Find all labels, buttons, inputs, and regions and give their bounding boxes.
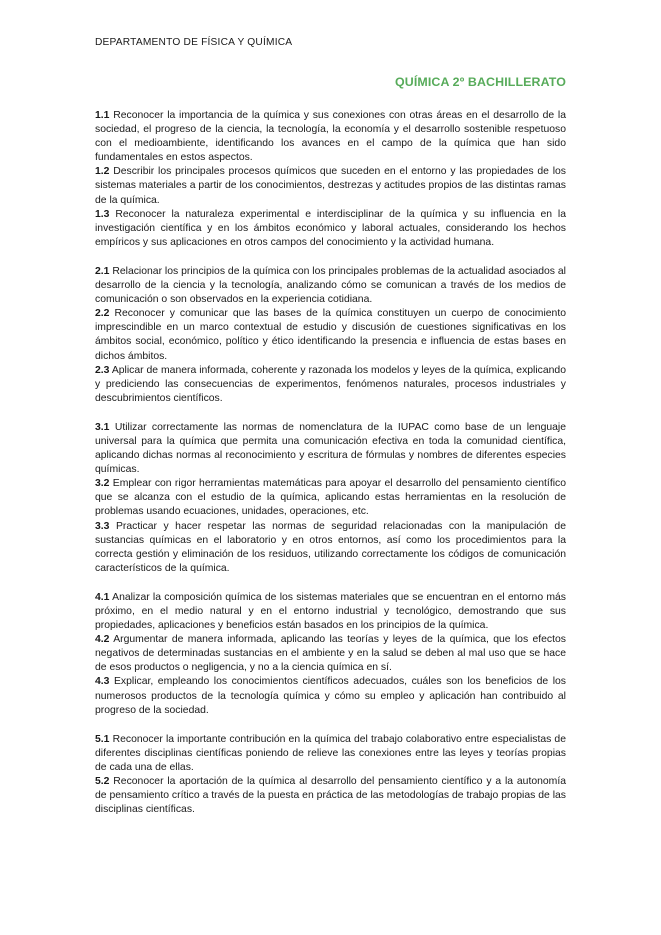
criteria-item	[95, 675, 566, 717]
criteria-group	[95, 591, 566, 718]
department-header: DEPARTAMENTO DE FÍSICA Y QUÍMICA	[95, 37, 293, 48]
criteria-code: 4.1	[95, 591, 110, 603]
criteria-code: 1.3	[95, 208, 110, 220]
criteria-text: Argumentar de manera informada, aplicando las teorías y leyes de la química, que los efectos negativos de determinadas sustancias en el ambiente y en la salud se deben al mal uso que se hace de esos productos o negligencia, y no a la ciencia química en sí.	[95, 634, 566, 674]
criteria-code: 3.3	[95, 520, 110, 532]
criteria-item	[95, 421, 566, 477]
criteria-item	[95, 633, 566, 675]
criteria-text: Describir los principales procesos químicos que suceden en el entorno y las propiedades de los sistemas materiales a partir de los conocimientos, destrezas y actitudes propios de las distintas ramas de la química.	[95, 166, 566, 206]
criteria-group	[95, 265, 566, 406]
criteria-text: Utilizar correctamente las normas de nomenclatura de la IUPAC como base de un lenguaje universal para la química que permita una comunicación efectiva en toda la comunidad científica, aplicando dichas normas al reconocimiento y escritura de fórmulas y nombres de diferentes especies químicas.	[95, 421, 566, 476]
criteria-item	[95, 265, 566, 307]
criteria-item	[95, 520, 566, 576]
criteria-code: 2.1	[95, 265, 110, 277]
criteria-item	[95, 775, 566, 817]
criteria-list	[95, 109, 566, 817]
criteria-item	[95, 733, 566, 775]
page-title: QUÍMICA 2º BACHILLERATO	[395, 75, 566, 89]
criteria-code: 4.2	[95, 634, 110, 646]
criteria-item	[95, 208, 566, 250]
criteria-text: Emplear con rigor herramientas matemáticas para apoyar el desarrollo del pensamiento científico que se alcanza con el estudio de la química, aplicando estas herramientas en la resolución de problemas usando ecuaciones, unidades, operaciones, etc.	[95, 478, 566, 518]
criteria-text: Aplicar de manera informada, coherente y razonada los modelos y leyes de la química, explicando y prediciendo las consecuencias de experimentos, fenómenos naturales, procesos industriales y descubrimientos científicos.	[95, 364, 566, 404]
criteria-group	[95, 421, 566, 576]
criteria-text: Relacionar los principios de la química con los principales problemas de la actualidad asociados al desarrollo de la ciencia y la tecnología, analizando cómo se comunican a través de los medios de comunicación o son observados en la experiencia cotidiana.	[95, 265, 566, 306]
criteria-code: 5.2	[95, 776, 110, 788]
criteria-text: Practicar y hacer respetar las normas de seguridad relacionadas con la manipulación de sustancias químicas en el laboratorio y en otros entornos, así como los procedimientos para la correcta gestión y eliminación de los residuos, utilizando correctamente los códigos de comunicación característicos de la química.	[95, 520, 566, 574]
criteria-item	[95, 477, 566, 519]
criteria-item	[95, 109, 566, 165]
criteria-item	[95, 307, 566, 363]
criteria-item	[95, 364, 566, 406]
criteria-text: Reconocer la naturaleza experimental e interdisciplinar de la química y su influencia en la investigación científica y en los ámbitos económico y laboral actuales, considerando los hechos empíricos y sus aplicaciones en otros campos del conocimiento y la actividad humana.	[95, 208, 567, 248]
criteria-code: 1.2	[95, 166, 110, 178]
criteria-group	[95, 733, 566, 818]
criteria-text: Reconocer y comunicar que las bases de la química constituyen un cuerpo de conocimiento imprescindible en un marco contextual de estudio y discusión de cuestiones significativas en los ámbitos social, económico, político y ético identificando la presencia e influencia de estas bases en dichos ámbitos.	[95, 308, 566, 362]
criteria-code: 3.1	[95, 421, 110, 433]
criteria-text: Reconocer la importancia de la química y sus conexiones con otras áreas en el desarrollo de la sociedad, el progreso de la ciencia, la tecnología, la economía y el desarrollo sostenible respetuoso con el medioambiente, identificando los avances en el campo de la química que han sido fundamentales en estos aspectos.	[95, 110, 566, 164]
criteria-code: 5.1	[95, 733, 110, 745]
criteria-code: 2.3	[95, 364, 110, 376]
criteria-code: 3.2	[95, 478, 110, 490]
criteria-group	[95, 109, 566, 250]
criteria-item	[95, 165, 566, 207]
criteria-text: Reconocer la aportación de la química al desarrollo del pensamiento científico y a la autonomía de pensamiento crítico a través de la puesta en práctica de las metodologías de trabajo propias de las disciplinas científicas.	[95, 776, 566, 816]
criteria-code: 2.2	[95, 308, 110, 320]
criteria-text: Explicar, empleando los conocimientos científicos adecuados, cuáles son los beneficios de los numerosos productos de la tecnología química y cómo su empleo y aplicación han contribuido al progreso de la sociedad.	[95, 676, 566, 716]
criteria-text: Reconocer la importante contribución en la química del trabajo colaborativo entre especialistas de diferentes disciplinas científicas poniendo de relieve las conexiones entre las leyes y teorías propias de cada una de ellas.	[95, 733, 566, 773]
criteria-text: Analizar la composición química de los sistemas materiales que se encuentran en el entorno más próximo, en el medio natural y en el entorno industrial y tecnológico, demostrando que sus propiedades, aplicaciones y beneficios están basados en los principios de la química.	[95, 591, 566, 632]
criteria-code: 4.3	[95, 676, 110, 688]
criteria-item	[95, 591, 566, 633]
criteria-code: 1.1	[95, 110, 110, 121]
